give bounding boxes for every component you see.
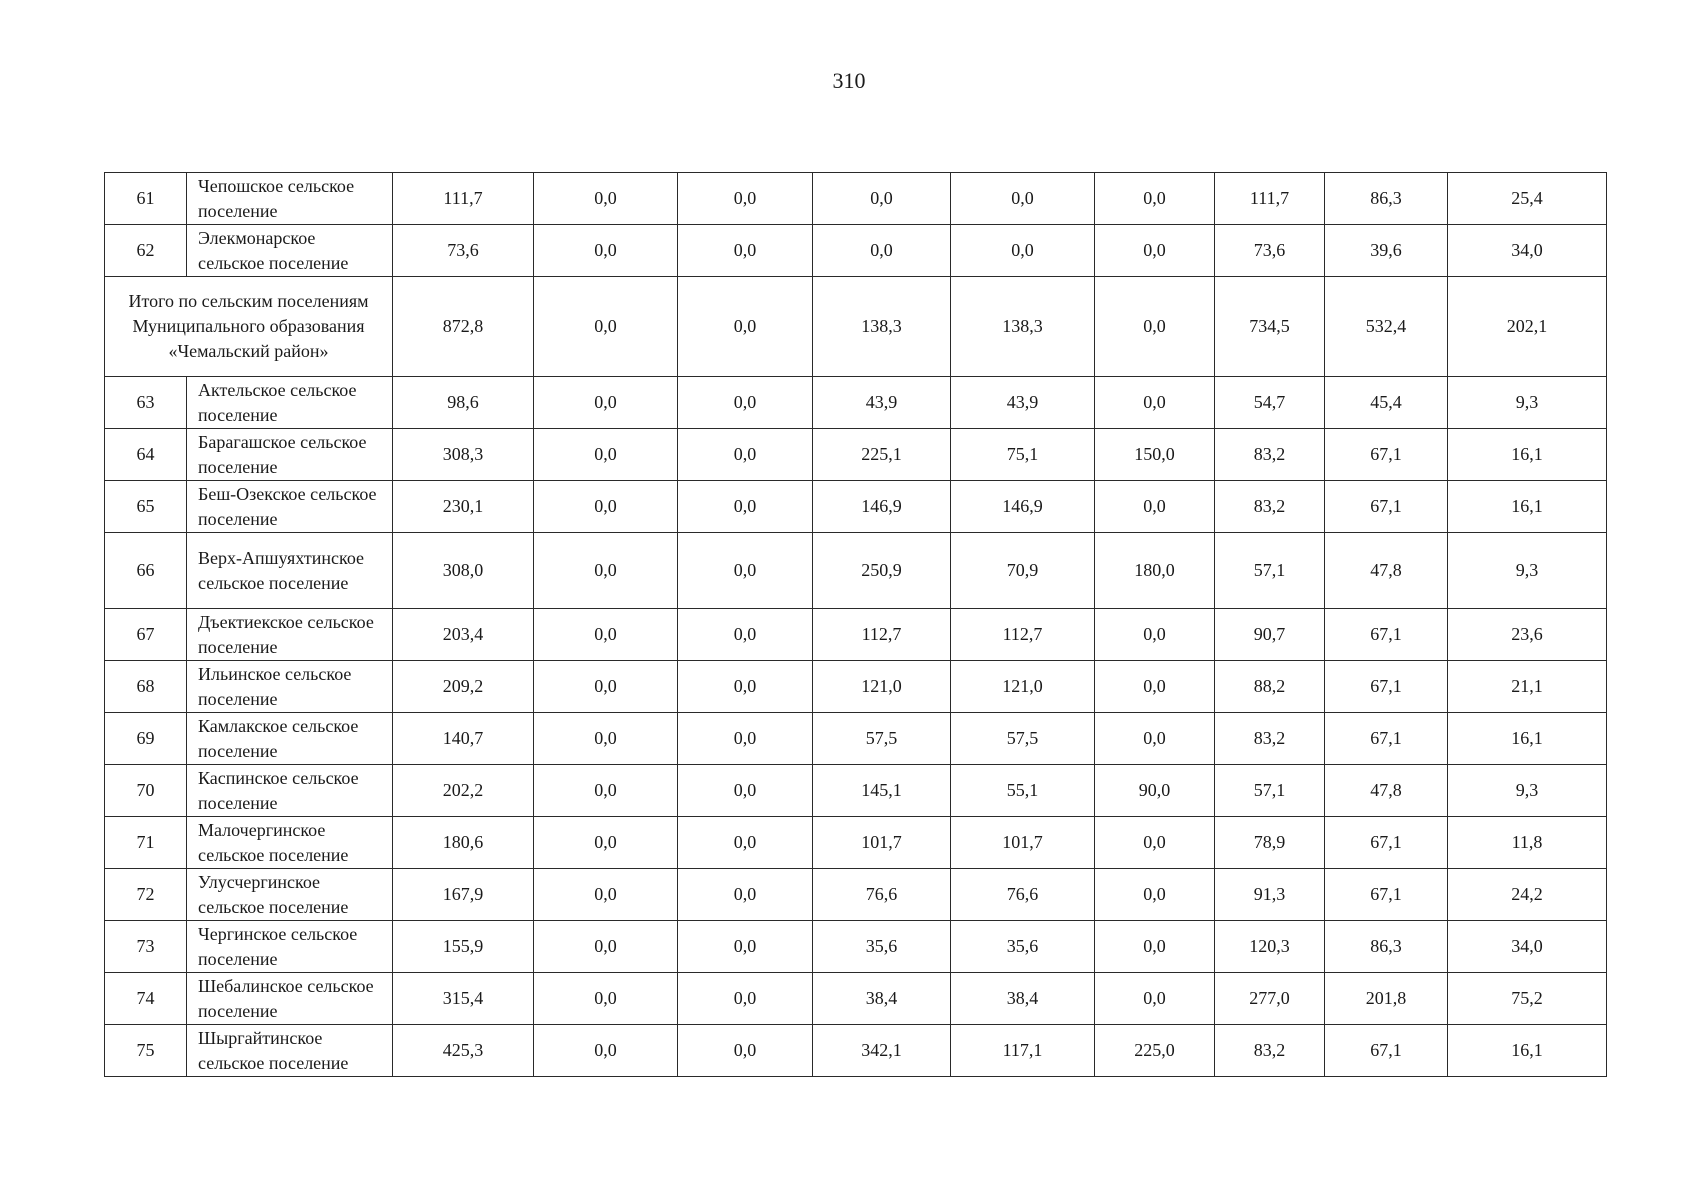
value-cell: 0,0 [534, 481, 678, 533]
settlement-name: Шыргайтинское сельское поселение [187, 1025, 393, 1077]
page-number: 310 [832, 68, 866, 93]
value-cell: 0,0 [534, 533, 678, 609]
table-row [105, 1025, 1607, 1077]
value-cell: 201,8 [1325, 973, 1448, 1025]
value-cell: 0,0 [1095, 661, 1215, 713]
value-cell: 0,0 [534, 377, 678, 429]
value-cell: 0,0 [678, 661, 813, 713]
value-cell: 57,1 [1215, 533, 1325, 609]
value-cell: 73,6 [393, 225, 534, 277]
value-cell: 67,1 [1325, 661, 1448, 713]
value-cell: 43,9 [951, 377, 1095, 429]
value-cell: 0,0 [678, 765, 813, 817]
settlement-name: Чепошское сельское поселение [187, 173, 393, 225]
row-number: 70 [105, 765, 187, 817]
value-cell: 0,0 [813, 173, 951, 225]
value-cell: 0,0 [678, 225, 813, 277]
value-cell: 39,6 [1325, 225, 1448, 277]
value-cell: 55,1 [951, 765, 1095, 817]
settlement-name: Камлакское сельское поселение [187, 713, 393, 765]
settlement-name: Малочергинское сельское поселение [187, 817, 393, 869]
value-cell: 73,6 [1215, 225, 1325, 277]
value-cell: 425,3 [393, 1025, 534, 1077]
value-cell: 225,1 [813, 429, 951, 481]
settlement-name: Верх-Апшуяхтинское сельское поселение [187, 533, 393, 609]
value-cell: 0,0 [678, 533, 813, 609]
value-cell: 16,1 [1448, 429, 1607, 481]
row-number: 65 [105, 481, 187, 533]
value-cell: 88,2 [1215, 661, 1325, 713]
value-cell: 34,0 [1448, 225, 1607, 277]
value-cell: 0,0 [678, 1025, 813, 1077]
value-cell: 23,6 [1448, 609, 1607, 661]
value-cell: 38,4 [951, 973, 1095, 1025]
value-cell: 0,0 [534, 817, 678, 869]
value-cell: 342,1 [813, 1025, 951, 1077]
value-cell: 76,6 [813, 869, 951, 921]
value-cell: 83,2 [1215, 1025, 1325, 1077]
value-cell: 91,3 [1215, 869, 1325, 921]
value-cell: 83,2 [1215, 481, 1325, 533]
settlement-name: Шебалинское сельское поселение [187, 973, 393, 1025]
value-cell: 0,0 [1095, 609, 1215, 661]
value-cell: 167,9 [393, 869, 534, 921]
value-cell: 0,0 [534, 921, 678, 973]
table-row [105, 973, 1607, 1025]
value-cell: 9,3 [1448, 533, 1607, 609]
value-cell: 21,1 [1448, 661, 1607, 713]
value-cell: 24,2 [1448, 869, 1607, 921]
value-cell: 90,7 [1215, 609, 1325, 661]
value-cell: 315,4 [393, 973, 534, 1025]
value-cell: 67,1 [1325, 429, 1448, 481]
value-cell: 47,8 [1325, 765, 1448, 817]
budget-table [104, 172, 1607, 1077]
value-cell: 67,1 [1325, 817, 1448, 869]
value-cell: 0,0 [1095, 973, 1215, 1025]
value-cell: 117,1 [951, 1025, 1095, 1077]
value-cell: 0,0 [1095, 481, 1215, 533]
table-row [105, 609, 1607, 661]
value-cell: 83,2 [1215, 713, 1325, 765]
table-row [105, 713, 1607, 765]
value-cell: 9,3 [1448, 765, 1607, 817]
value-cell: 57,5 [951, 713, 1095, 765]
value-cell: 67,1 [1325, 609, 1448, 661]
row-number: 69 [105, 713, 187, 765]
value-cell: 0,0 [678, 713, 813, 765]
row-number: 62 [105, 225, 187, 277]
value-cell: 0,0 [534, 429, 678, 481]
value-cell: 67,1 [1325, 869, 1448, 921]
row-number: 72 [105, 869, 187, 921]
value-cell: 0,0 [678, 817, 813, 869]
total-value-cell: 872,8 [393, 277, 534, 377]
table-row [105, 921, 1607, 973]
value-cell: 45,4 [1325, 377, 1448, 429]
table-row [105, 225, 1607, 277]
row-number: 68 [105, 661, 187, 713]
table-row [105, 173, 1607, 225]
value-cell: 0,0 [678, 429, 813, 481]
value-cell: 155,9 [393, 921, 534, 973]
value-cell: 146,9 [813, 481, 951, 533]
row-number: 61 [105, 173, 187, 225]
value-cell: 43,9 [813, 377, 951, 429]
value-cell: 230,1 [393, 481, 534, 533]
value-cell: 0,0 [1095, 377, 1215, 429]
value-cell: 67,1 [1325, 481, 1448, 533]
value-cell: 121,0 [813, 661, 951, 713]
value-cell: 0,0 [678, 869, 813, 921]
total-value-cell: 202,1 [1448, 277, 1607, 377]
value-cell: 0,0 [534, 609, 678, 661]
value-cell: 203,4 [393, 609, 534, 661]
row-number: 74 [105, 973, 187, 1025]
value-cell: 86,3 [1325, 173, 1448, 225]
value-cell: 0,0 [1095, 921, 1215, 973]
value-cell: 0,0 [678, 609, 813, 661]
value-cell: 0,0 [678, 481, 813, 533]
row-number: 75 [105, 1025, 187, 1077]
settlement-name: Барагашское сельское поселение [187, 429, 393, 481]
value-cell: 75,1 [951, 429, 1095, 481]
value-cell: 83,2 [1215, 429, 1325, 481]
value-cell: 180,0 [1095, 533, 1215, 609]
settlement-name: Беш-Озекское сельское поселение [187, 481, 393, 533]
value-cell: 0,0 [1095, 713, 1215, 765]
value-cell: 308,3 [393, 429, 534, 481]
table-row [105, 869, 1607, 921]
value-cell: 67,1 [1325, 1025, 1448, 1077]
total-value-cell: 138,3 [813, 277, 951, 377]
row-number: 71 [105, 817, 187, 869]
settlement-name: Улусчергинское сельское поселение [187, 869, 393, 921]
table-row [105, 429, 1607, 481]
value-cell: 111,7 [393, 173, 534, 225]
row-number: 66 [105, 533, 187, 609]
value-cell: 145,1 [813, 765, 951, 817]
table-row [105, 533, 1607, 609]
total-label: Итого по сельским поселениям Муниципального образования «Чемальский район» [105, 277, 393, 377]
value-cell: 121,0 [951, 661, 1095, 713]
table-row [105, 765, 1607, 817]
value-cell: 47,8 [1325, 533, 1448, 609]
value-cell: 98,6 [393, 377, 534, 429]
value-cell: 0,0 [534, 713, 678, 765]
settlement-name: Каспинское сельское поселение [187, 765, 393, 817]
value-cell: 277,0 [1215, 973, 1325, 1025]
value-cell: 0,0 [951, 225, 1095, 277]
value-cell: 0,0 [1095, 173, 1215, 225]
value-cell: 112,7 [813, 609, 951, 661]
value-cell: 35,6 [813, 921, 951, 973]
total-value-cell: 138,3 [951, 277, 1095, 377]
value-cell: 0,0 [678, 173, 813, 225]
value-cell: 111,7 [1215, 173, 1325, 225]
table-row [105, 817, 1607, 869]
settlement-name: Ильинское сельское поселение [187, 661, 393, 713]
value-cell: 0,0 [534, 661, 678, 713]
table-row [105, 661, 1607, 713]
value-cell: 0,0 [678, 973, 813, 1025]
row-number: 64 [105, 429, 187, 481]
value-cell: 0,0 [1095, 817, 1215, 869]
row-number: 67 [105, 609, 187, 661]
value-cell: 38,4 [813, 973, 951, 1025]
total-value-cell: 532,4 [1325, 277, 1448, 377]
value-cell: 250,9 [813, 533, 951, 609]
settlement-name: Актельское сельское поселение [187, 377, 393, 429]
value-cell: 34,0 [1448, 921, 1607, 973]
value-cell: 202,2 [393, 765, 534, 817]
value-cell: 9,3 [1448, 377, 1607, 429]
value-cell: 76,6 [951, 869, 1095, 921]
table-row [105, 481, 1607, 533]
value-cell: 0,0 [534, 173, 678, 225]
value-cell: 146,9 [951, 481, 1095, 533]
total-value-cell: 0,0 [534, 277, 678, 377]
value-cell: 16,1 [1448, 1025, 1607, 1077]
value-cell: 308,0 [393, 533, 534, 609]
value-cell: 75,2 [1448, 973, 1607, 1025]
row-number: 63 [105, 377, 187, 429]
value-cell: 0,0 [1095, 869, 1215, 921]
value-cell: 11,8 [1448, 817, 1607, 869]
value-cell: 150,0 [1095, 429, 1215, 481]
value-cell: 180,6 [393, 817, 534, 869]
value-cell: 209,2 [393, 661, 534, 713]
value-cell: 101,7 [813, 817, 951, 869]
value-cell: 70,9 [951, 533, 1095, 609]
value-cell: 54,7 [1215, 377, 1325, 429]
value-cell: 67,1 [1325, 713, 1448, 765]
value-cell: 90,0 [1095, 765, 1215, 817]
total-value-cell: 0,0 [1095, 277, 1215, 377]
value-cell: 0,0 [678, 377, 813, 429]
value-cell: 57,5 [813, 713, 951, 765]
value-cell: 0,0 [678, 921, 813, 973]
value-cell: 86,3 [1325, 921, 1448, 973]
settlement-name: Чергинское сельское поселение [187, 921, 393, 973]
row-number: 73 [105, 921, 187, 973]
total-value-cell: 734,5 [1215, 277, 1325, 377]
value-cell: 112,7 [951, 609, 1095, 661]
value-cell: 0,0 [534, 869, 678, 921]
value-cell: 101,7 [951, 817, 1095, 869]
value-cell: 78,9 [1215, 817, 1325, 869]
value-cell: 140,7 [393, 713, 534, 765]
value-cell: 120,3 [1215, 921, 1325, 973]
settlement-name: Дъектиекское сельское поселение [187, 609, 393, 661]
value-cell: 225,0 [1095, 1025, 1215, 1077]
table-row [105, 377, 1607, 429]
value-cell: 0,0 [951, 173, 1095, 225]
value-cell: 16,1 [1448, 481, 1607, 533]
value-cell: 0,0 [534, 765, 678, 817]
settlement-name: Элекмонарское сельское поселение [187, 225, 393, 277]
value-cell: 35,6 [951, 921, 1095, 973]
value-cell: 16,1 [1448, 713, 1607, 765]
value-cell: 0,0 [534, 225, 678, 277]
value-cell: 0,0 [534, 1025, 678, 1077]
value-cell: 0,0 [813, 225, 951, 277]
value-cell: 57,1 [1215, 765, 1325, 817]
value-cell: 0,0 [534, 973, 678, 1025]
value-cell: 0,0 [1095, 225, 1215, 277]
value-cell: 25,4 [1448, 173, 1607, 225]
total-row [105, 277, 1607, 377]
total-value-cell: 0,0 [678, 277, 813, 377]
